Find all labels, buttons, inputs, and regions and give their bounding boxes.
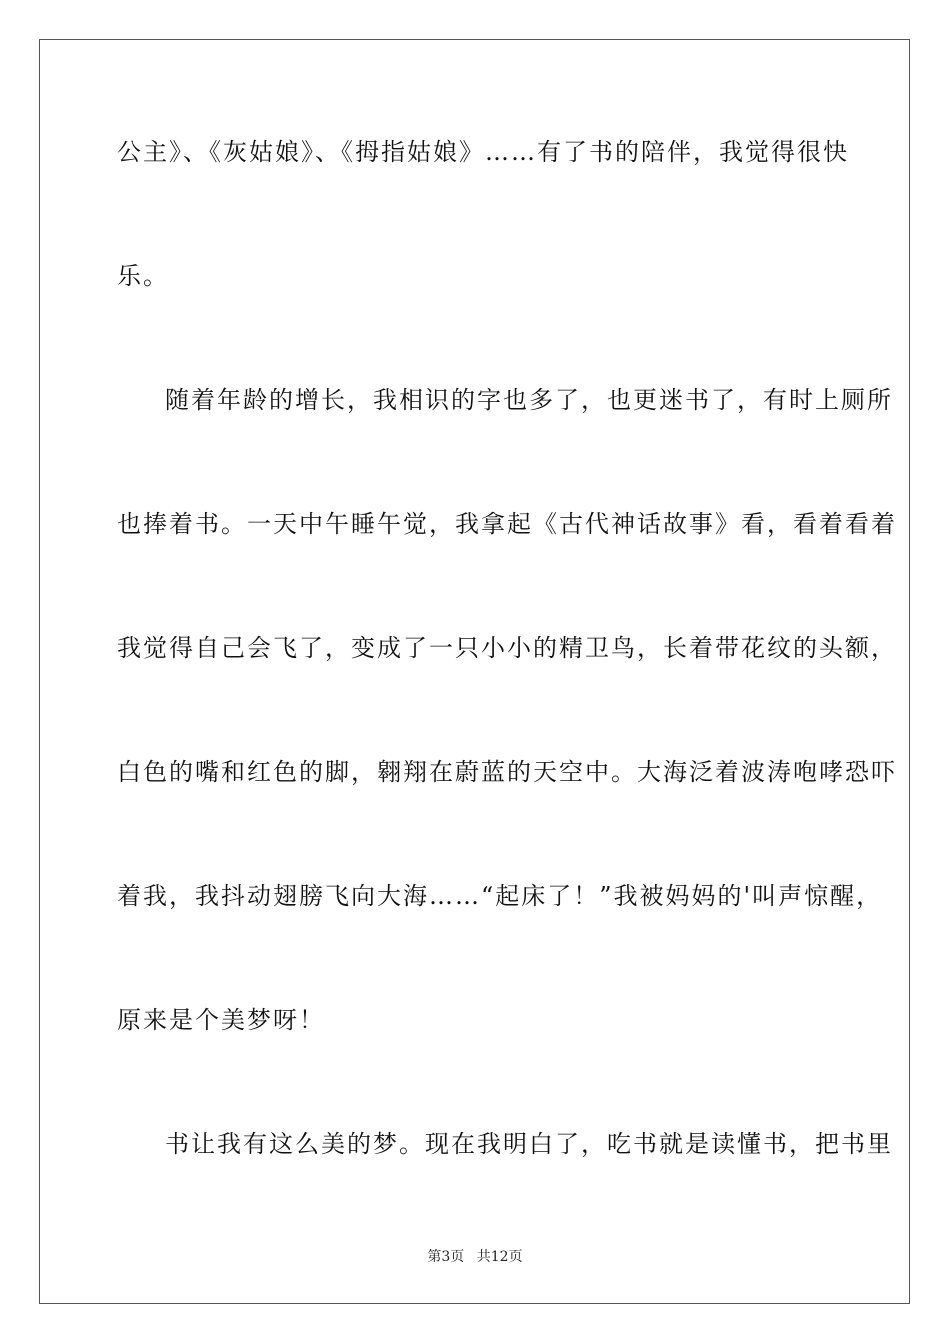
- page-total: 共12页: [476, 1249, 523, 1265]
- page-number: 第3页: [427, 1249, 465, 1265]
- body-line: 乐。: [117, 262, 169, 290]
- body-line: 公主》、《灰姑娘》、《拇指姑娘》……有了书的陪伴，我觉得很快: [117, 138, 849, 166]
- body-line: 也捧着书。一天中午睡午觉，我拿起《古代神话故事》看，看着看着: [117, 510, 897, 538]
- paragraph-start-line: 随着年龄的增长，我相识的字也多了，也更迷书了，有时上厕所: [165, 386, 893, 414]
- paragraph-start-line: 书让我有这么美的梦。现在我明白了，吃书就是读懂书，把书里: [165, 1130, 893, 1158]
- body-line: 白色的嘴和红色的脚，翱翔在蔚蓝的天空中。大海泛着波涛咆哮恐吓: [117, 758, 897, 786]
- page-footer: [0, 1248, 950, 1266]
- page-frame: [39, 39, 910, 1304]
- body-line: 我觉得自己会飞了，变成了一只小小的精卫鸟，长着带花纹的头额，: [117, 634, 897, 662]
- body-line: 原来是个美梦呀！: [117, 1006, 325, 1034]
- body-line: 着我，我抖动翅膀飞向大海……“起床了！”我被妈妈的'叫声惊醒，: [117, 882, 883, 910]
